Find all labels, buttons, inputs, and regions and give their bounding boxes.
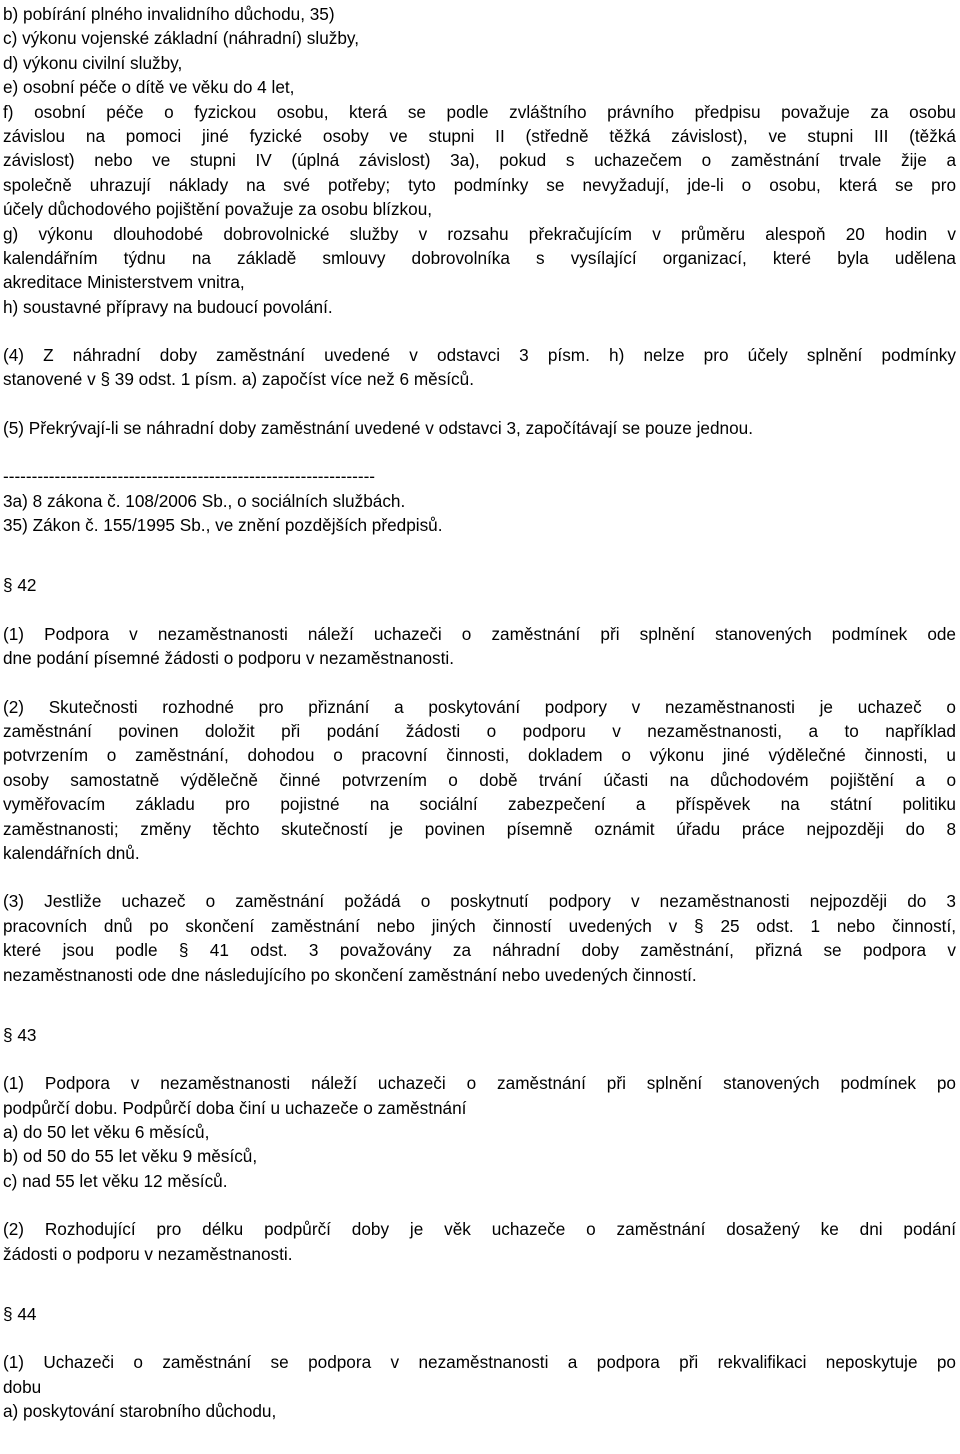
text-line: c) nad 55 let věku 12 měsíců. [3, 1170, 228, 1191]
text-line: osoby samostatně výdělečně činné potvrzením o době trvání účasti na důchodovém pojištění a o [3, 769, 956, 790]
text-line: akreditace Ministerstvem vnitra, [3, 272, 245, 293]
text-line: které jsou podle § 41 odst. 3 považovány za náhradní doby zaměstnání, přizná se podpora v [3, 940, 956, 961]
text-line: dne podání písemné žádosti o podporu v nezaměstnanosti. [3, 648, 454, 669]
text-line: b) pobírání plného invalidního důchodu, 35) [3, 4, 335, 24]
text-line: (2) Skutečnosti rozhodné pro přiznání a poskytování podpory v nezaměstnanosti je uchazeč o [3, 696, 956, 717]
text-line: závislou na pomoci jiné fyzické osoby ve stupni II (středně těžká závislost), ve stupni III (těžká [3, 125, 956, 146]
footnote-rule: ----------------------------------------------------------------- [3, 466, 376, 487]
s42-paragraph-3 [3, 889, 956, 987]
section-heading-42: § 42 [3, 575, 37, 596]
text-line: g) výkonu dlouhodobé dobrovolnické služby v rozsahu překračujícím v průměru alespoň 20 hodin v [3, 223, 956, 244]
text-line: (4) Z náhradní doby zaměstnání uvedené v odstavci 3 písm. h) nelze pro účely splnění podmínky [3, 345, 956, 366]
text-line: (2) Rozhodující pro délku podpůrčí doby je věk uchazeče o zaměstnání dosažený ke dni podání [3, 1219, 956, 1240]
paragraph-4 [3, 343, 956, 392]
text-line: závislost) nebo ve stupni IV (úplná závislost) 3a), pokud s uchazečem o zaměstnání trvale žije a [3, 150, 956, 171]
s44-paragraph-1 [3, 1350, 956, 1423]
footnote-3a: 3a) 8 zákona č. 108/2006 Sb., o sociálních službách. [3, 490, 406, 511]
text-line: zaměstnanosti; změny těchto skutečností je povinen písemně oznámit úřadu práce nejpozději do 8 [3, 818, 956, 839]
text-line: účely důchodového pojištění považuje za osobu blízkou, [3, 199, 433, 220]
text-line: stanovené v § 39 odst. 1 písm. a) započíst více než 6 měsíců. [3, 369, 474, 390]
text-line: h) soustavné přípravy na budoucí povolání. [3, 296, 333, 317]
footnotes [3, 464, 956, 537]
text-line: nezaměstnanosti ode dne následujícího po skončení zaměstnání nebo uvedených činností. [3, 964, 697, 985]
text-line: c) výkonu vojenské základní (náhradní) služby, [3, 28, 360, 49]
section-heading-43: § 43 [3, 1024, 37, 1045]
s43-paragraph-1 [3, 1071, 956, 1193]
text-line: b) od 50 do 55 let věku 9 měsíců, [3, 1146, 258, 1167]
text-line: e) osobní péče o dítě ve věku do 4 let, [3, 77, 295, 98]
text-line: d) výkonu civilní služby, [3, 52, 183, 73]
text-line: vyměřovacím základu pro pojistné na sociální zabezpečení a příspěvek na státní politiku [3, 794, 956, 815]
section-heading-44: § 44 [3, 1304, 37, 1325]
s43-paragraph-2 [3, 1217, 956, 1266]
text-line: pracovních dnů po skončení zaměstnání nebo jiných činností uvedených v § 25 odst. 1 nebo činností, [3, 915, 956, 936]
text-line: (5) Překrývají-li se náhradní doby zaměstnání uvedené v odstavci 3, započítávají se pouze jednou. [3, 417, 753, 438]
footnote-35: 35) Zákon č. 155/1995 Sb., ve znění pozdějších předpisů. [3, 515, 443, 536]
text-line: (1) Uchazeči o zaměstnání se podpora v nezaměstnanosti a podpora při rekvalifikaci neposkytuje po [3, 1352, 956, 1373]
text-line: a) do 50 let věku 6 měsíců, [3, 1122, 210, 1143]
text-line: (3) Jestliže uchazeč o zaměstnání požádá o poskytnutí podpory v nezaměstnanosti nejpozději do 3 [3, 891, 956, 912]
text-line: a) poskytování starobního důchodu, [3, 1401, 277, 1422]
s42-paragraph-2 [3, 695, 956, 866]
text-line: společně uhrazují náklady na své potřeby; tyto podmínky se nevyžadují, jde-li o osobu, která se pro [3, 174, 956, 195]
text-line: podpůrčí dobu. Podpůrčí doba činí u uchazeče o zaměstnání [3, 1097, 467, 1118]
text-line: zaměstnání povinen doložit při podání žádosti o podporu v nezaměstnanosti, a to například [3, 720, 956, 741]
text-line: potvrzením o zaměstnání, dohodou o pracovní činnosti, dokladem o výkonu jiné výdělečné činnosti, u [3, 745, 956, 766]
s42-paragraph-1 [3, 622, 956, 671]
text-line: kalendářním týdnu na základě smlouvy dobrovolníka s vysílající organizací, které byla udělena [3, 247, 956, 268]
paragraph-5 [3, 416, 956, 440]
text-line: f) osobní péče o fyzickou osobu, která se podle zvláštního právního předpisu považuje za osobu [3, 101, 956, 122]
list-continuation [3, 2, 956, 319]
text-line: dobu [3, 1376, 42, 1397]
document-page [3, 2, 956, 1424]
text-line: žádosti o podporu v nezaměstnanosti. [3, 1243, 293, 1264]
text-line: (1) Podpora v nezaměstnanosti náleží uchazeči o zaměstnání při splnění stanovených podmínek po [3, 1073, 956, 1094]
text-line: (1) Podpora v nezaměstnanosti náleží uchazeči o zaměstnání při splnění stanovených podmínek ode [3, 623, 956, 644]
text-line: kalendářních dnů. [3, 842, 140, 863]
